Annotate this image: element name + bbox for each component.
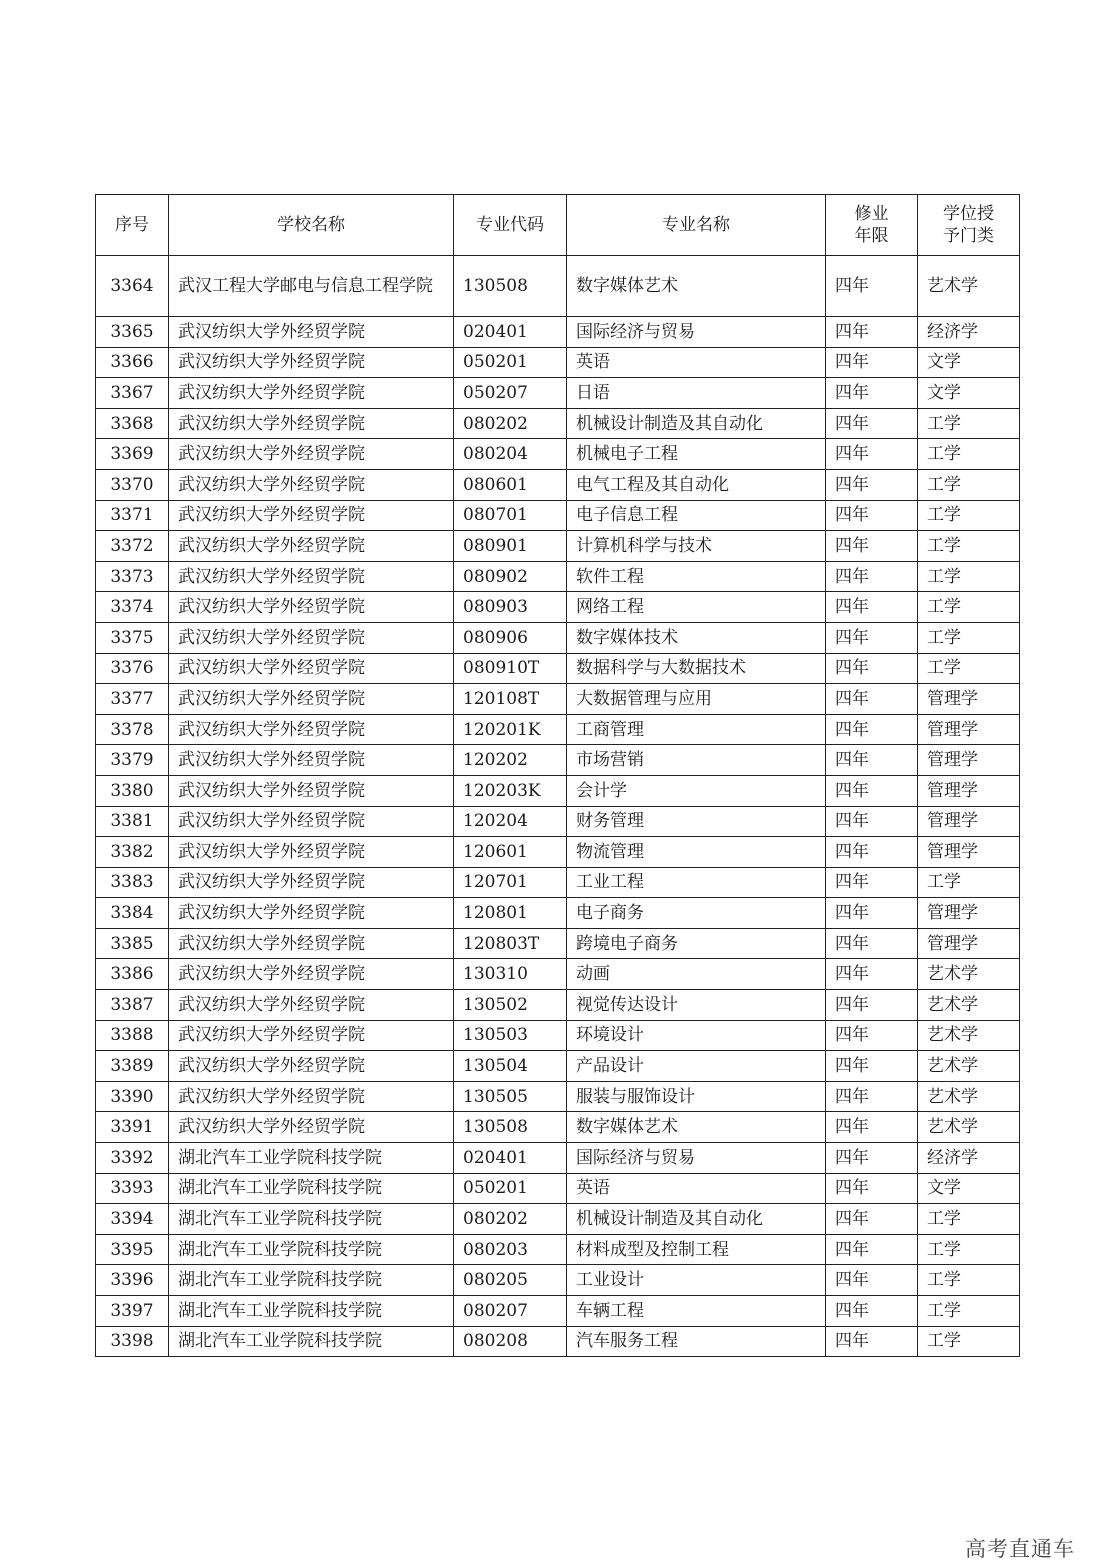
cell-code: 130310 — [454, 959, 567, 990]
cell-school: 武汉纺织大学外经贸学院 — [169, 531, 454, 562]
cell-code: 130505 — [454, 1081, 567, 1112]
cell-major: 数字媒体艺术 — [567, 1112, 826, 1143]
cell-major: 财务管理 — [567, 806, 826, 837]
cell-school: 武汉纺织大学外经贸学院 — [169, 959, 454, 990]
cell-degree: 工学 — [918, 1265, 1020, 1296]
cell-no: 3386 — [96, 959, 169, 990]
cell-code: 120201K — [454, 714, 567, 745]
cell-years: 四年 — [826, 408, 918, 439]
cell-code: 020401 — [454, 1143, 567, 1174]
cell-degree: 管理学 — [918, 775, 1020, 806]
cell-no: 3385 — [96, 928, 169, 959]
cell-school: 武汉纺织大学外经贸学院 — [169, 378, 454, 409]
cell-degree: 经济学 — [918, 1143, 1020, 1174]
cell-code: 080903 — [454, 592, 567, 623]
cell-years: 四年 — [826, 867, 918, 898]
cell-no: 3366 — [96, 347, 169, 378]
cell-major: 动画 — [567, 959, 826, 990]
cell-school: 武汉纺织大学外经贸学院 — [169, 653, 454, 684]
cell-years: 四年 — [826, 622, 918, 653]
header-no: 序号 — [96, 195, 169, 256]
cell-major: 网络工程 — [567, 592, 826, 623]
cell-no: 3382 — [96, 837, 169, 868]
cell-years: 四年 — [826, 1051, 918, 1082]
cell-no: 3378 — [96, 714, 169, 745]
cell-school: 武汉纺织大学外经贸学院 — [169, 1112, 454, 1143]
cell-code: 130503 — [454, 1020, 567, 1051]
cell-code: 120203K — [454, 775, 567, 806]
cell-degree: 工学 — [918, 408, 1020, 439]
cell-no: 3392 — [96, 1143, 169, 1174]
cell-major: 市场营销 — [567, 745, 826, 776]
cell-no: 3368 — [96, 408, 169, 439]
table-row — [96, 898, 1020, 929]
cell-major: 车辆工程 — [567, 1296, 826, 1327]
cell-school: 湖北汽车工业学院科技学院 — [169, 1204, 454, 1235]
cell-code: 080902 — [454, 561, 567, 592]
cell-years: 四年 — [826, 531, 918, 562]
cell-years: 四年 — [826, 1081, 918, 1112]
cell-school: 湖北汽车工业学院科技学院 — [169, 1326, 454, 1357]
cell-no: 3364 — [96, 256, 169, 317]
table-row — [96, 1020, 1020, 1051]
table-row — [96, 317, 1020, 348]
cell-degree: 管理学 — [918, 837, 1020, 868]
cell-major: 英语 — [567, 1173, 826, 1204]
cell-no: 3390 — [96, 1081, 169, 1112]
cell-major: 国际经济与贸易 — [567, 317, 826, 348]
table-row — [96, 1143, 1020, 1174]
cell-code: 080906 — [454, 622, 567, 653]
cell-no: 3370 — [96, 469, 169, 500]
cell-code: 120803T — [454, 928, 567, 959]
cell-no: 3374 — [96, 592, 169, 623]
cell-school: 武汉纺织大学外经贸学院 — [169, 1051, 454, 1082]
cell-years: 四年 — [826, 1143, 918, 1174]
table-row — [96, 653, 1020, 684]
cell-no: 3391 — [96, 1112, 169, 1143]
cell-school: 武汉纺织大学外经贸学院 — [169, 561, 454, 592]
cell-major: 工业工程 — [567, 867, 826, 898]
cell-major: 服装与服饰设计 — [567, 1081, 826, 1112]
cell-code: 120801 — [454, 898, 567, 929]
cell-no: 3379 — [96, 745, 169, 776]
cell-code: 080204 — [454, 439, 567, 470]
table-row — [96, 347, 1020, 378]
cell-code: 120601 — [454, 837, 567, 868]
cell-major: 工业设计 — [567, 1265, 826, 1296]
cell-years: 四年 — [826, 714, 918, 745]
cell-code: 120108T — [454, 684, 567, 715]
cell-school: 武汉纺织大学外经贸学院 — [169, 775, 454, 806]
cell-no: 3383 — [96, 867, 169, 898]
cell-school: 武汉纺织大学外经贸学院 — [169, 806, 454, 837]
majors-table-container — [95, 194, 1019, 1357]
cell-degree: 艺术学 — [918, 256, 1020, 317]
cell-major: 材料成型及控制工程 — [567, 1234, 826, 1265]
cell-degree: 工学 — [918, 561, 1020, 592]
cell-major: 机械电子工程 — [567, 439, 826, 470]
majors-table — [95, 194, 1020, 1357]
header-school: 学校名称 — [169, 195, 454, 256]
cell-years: 四年 — [826, 990, 918, 1021]
cell-major: 产品设计 — [567, 1051, 826, 1082]
cell-school: 武汉纺织大学外经贸学院 — [169, 500, 454, 531]
cell-school: 武汉纺织大学外经贸学院 — [169, 317, 454, 348]
cell-no: 3377 — [96, 684, 169, 715]
table-row — [96, 684, 1020, 715]
table-row — [96, 867, 1020, 898]
cell-no: 3398 — [96, 1326, 169, 1357]
cell-years: 四年 — [826, 1204, 918, 1235]
cell-degree: 工学 — [918, 1326, 1020, 1357]
cell-school: 武汉纺织大学外经贸学院 — [169, 408, 454, 439]
table-row — [96, 1051, 1020, 1082]
cell-major: 英语 — [567, 347, 826, 378]
cell-degree: 工学 — [918, 1234, 1020, 1265]
cell-degree: 管理学 — [918, 928, 1020, 959]
header-code: 专业代码 — [454, 195, 567, 256]
cell-school: 湖北汽车工业学院科技学院 — [169, 1296, 454, 1327]
cell-code: 130504 — [454, 1051, 567, 1082]
cell-degree: 管理学 — [918, 898, 1020, 929]
cell-no: 3393 — [96, 1173, 169, 1204]
table-row — [96, 256, 1020, 317]
cell-school: 武汉纺织大学外经贸学院 — [169, 622, 454, 653]
cell-degree: 艺术学 — [918, 990, 1020, 1021]
cell-years: 四年 — [826, 898, 918, 929]
table-row — [96, 500, 1020, 531]
cell-school: 武汉纺织大学外经贸学院 — [169, 684, 454, 715]
cell-years: 四年 — [826, 1234, 918, 1265]
cell-major: 大数据管理与应用 — [567, 684, 826, 715]
header-major: 专业名称 — [567, 195, 826, 256]
cell-years: 四年 — [826, 1296, 918, 1327]
cell-degree: 艺术学 — [918, 1051, 1020, 1082]
table-row — [96, 990, 1020, 1021]
cell-degree: 文学 — [918, 1173, 1020, 1204]
cell-code: 130508 — [454, 1112, 567, 1143]
cell-code: 130502 — [454, 990, 567, 1021]
cell-degree: 工学 — [918, 1204, 1020, 1235]
cell-school: 武汉纺织大学外经贸学院 — [169, 347, 454, 378]
cell-no: 3367 — [96, 378, 169, 409]
cell-degree: 工学 — [918, 1296, 1020, 1327]
cell-school: 武汉纺织大学外经贸学院 — [169, 898, 454, 929]
cell-years: 四年 — [826, 1326, 918, 1357]
table-row — [96, 1112, 1020, 1143]
cell-degree: 工学 — [918, 622, 1020, 653]
cell-degree: 艺术学 — [918, 959, 1020, 990]
cell-school: 武汉纺织大学外经贸学院 — [169, 837, 454, 868]
cell-no: 3388 — [96, 1020, 169, 1051]
cell-major: 电子信息工程 — [567, 500, 826, 531]
table-row — [96, 745, 1020, 776]
cell-years: 四年 — [826, 684, 918, 715]
cell-years: 四年 — [826, 837, 918, 868]
cell-no: 3365 — [96, 317, 169, 348]
cell-major: 电子商务 — [567, 898, 826, 929]
cell-years: 四年 — [826, 592, 918, 623]
cell-code: 120701 — [454, 867, 567, 898]
cell-years: 四年 — [826, 347, 918, 378]
cell-school: 武汉纺织大学外经贸学院 — [169, 592, 454, 623]
cell-years: 四年 — [826, 317, 918, 348]
cell-school: 武汉纺织大学外经贸学院 — [169, 928, 454, 959]
cell-years: 四年 — [826, 1020, 918, 1051]
cell-code: 050201 — [454, 1173, 567, 1204]
table-row — [96, 928, 1020, 959]
cell-years: 四年 — [826, 928, 918, 959]
cell-years: 四年 — [826, 775, 918, 806]
cell-code: 080205 — [454, 1265, 567, 1296]
cell-major: 计算机科学与技术 — [567, 531, 826, 562]
cell-degree: 工学 — [918, 531, 1020, 562]
watermark-text: 高考直通车 — [965, 1537, 1075, 1561]
cell-degree: 管理学 — [918, 684, 1020, 715]
cell-code: 080202 — [454, 1204, 567, 1235]
cell-major: 物流管理 — [567, 837, 826, 868]
cell-school: 武汉纺织大学外经贸学院 — [169, 469, 454, 500]
cell-no: 3369 — [96, 439, 169, 470]
cell-code: 080208 — [454, 1326, 567, 1357]
cell-no: 3371 — [96, 500, 169, 531]
table-body — [96, 256, 1020, 1357]
cell-code: 050207 — [454, 378, 567, 409]
cell-years: 四年 — [826, 256, 918, 317]
cell-major: 机械设计制造及其自动化 — [567, 408, 826, 439]
cell-no: 3376 — [96, 653, 169, 684]
cell-no: 3397 — [96, 1296, 169, 1327]
cell-years: 四年 — [826, 745, 918, 776]
cell-no: 3389 — [96, 1051, 169, 1082]
cell-degree: 工学 — [918, 469, 1020, 500]
table-row — [96, 1265, 1020, 1296]
cell-years: 四年 — [826, 1173, 918, 1204]
cell-years: 四年 — [826, 500, 918, 531]
cell-years: 四年 — [826, 378, 918, 409]
cell-no: 3373 — [96, 561, 169, 592]
cell-years: 四年 — [826, 1265, 918, 1296]
table-row — [96, 959, 1020, 990]
cell-school: 湖北汽车工业学院科技学院 — [169, 1173, 454, 1204]
cell-degree: 工学 — [918, 500, 1020, 531]
cell-degree: 艺术学 — [918, 1020, 1020, 1051]
cell-school: 湖北汽车工业学院科技学院 — [169, 1265, 454, 1296]
cell-major: 国际经济与贸易 — [567, 1143, 826, 1174]
table-row — [96, 714, 1020, 745]
cell-degree: 工学 — [918, 867, 1020, 898]
cell-no: 3396 — [96, 1265, 169, 1296]
table-row — [96, 806, 1020, 837]
cell-school: 武汉工程大学邮电与信息工程学院 — [169, 256, 454, 317]
cell-school: 湖北汽车工业学院科技学院 — [169, 1234, 454, 1265]
cell-major: 工商管理 — [567, 714, 826, 745]
cell-no: 3384 — [96, 898, 169, 929]
cell-no: 3372 — [96, 531, 169, 562]
cell-major: 汽车服务工程 — [567, 1326, 826, 1357]
table-row — [96, 1326, 1020, 1357]
table-row — [96, 531, 1020, 562]
cell-years: 四年 — [826, 561, 918, 592]
cell-major: 日语 — [567, 378, 826, 409]
cell-code: 080207 — [454, 1296, 567, 1327]
table-row — [96, 592, 1020, 623]
cell-code: 020401 — [454, 317, 567, 348]
cell-major: 环境设计 — [567, 1020, 826, 1051]
cell-degree: 工学 — [918, 653, 1020, 684]
cell-years: 四年 — [826, 1112, 918, 1143]
table-row — [96, 1204, 1020, 1235]
cell-school: 武汉纺织大学外经贸学院 — [169, 990, 454, 1021]
table-row — [96, 1296, 1020, 1327]
cell-school: 武汉纺织大学外经贸学院 — [169, 1081, 454, 1112]
table-row — [96, 622, 1020, 653]
cell-degree: 经济学 — [918, 317, 1020, 348]
cell-major: 视觉传达设计 — [567, 990, 826, 1021]
table-row — [96, 408, 1020, 439]
cell-major: 机械设计制造及其自动化 — [567, 1204, 826, 1235]
table-row — [96, 775, 1020, 806]
cell-major: 数字媒体技术 — [567, 622, 826, 653]
cell-years: 四年 — [826, 469, 918, 500]
cell-code: 080910T — [454, 653, 567, 684]
cell-degree: 文学 — [918, 378, 1020, 409]
cell-degree: 艺术学 — [918, 1081, 1020, 1112]
cell-no: 3381 — [96, 806, 169, 837]
cell-no: 3375 — [96, 622, 169, 653]
table-row — [96, 561, 1020, 592]
cell-school: 武汉纺织大学外经贸学院 — [169, 745, 454, 776]
cell-major: 会计学 — [567, 775, 826, 806]
cell-school: 武汉纺织大学外经贸学院 — [169, 1020, 454, 1051]
cell-school: 武汉纺织大学外经贸学院 — [169, 439, 454, 470]
cell-degree: 管理学 — [918, 745, 1020, 776]
cell-code: 080701 — [454, 500, 567, 531]
cell-code: 080601 — [454, 469, 567, 500]
cell-major: 数据科学与大数据技术 — [567, 653, 826, 684]
cell-degree: 文学 — [918, 347, 1020, 378]
cell-school: 湖北汽车工业学院科技学院 — [169, 1143, 454, 1174]
cell-code: 080203 — [454, 1234, 567, 1265]
cell-degree: 艺术学 — [918, 1112, 1020, 1143]
cell-code: 120204 — [454, 806, 567, 837]
cell-years: 四年 — [826, 439, 918, 470]
cell-no: 3394 — [96, 1204, 169, 1235]
cell-no: 3380 — [96, 775, 169, 806]
table-header-row — [96, 195, 1020, 256]
cell-code: 080202 — [454, 408, 567, 439]
cell-school: 武汉纺织大学外经贸学院 — [169, 867, 454, 898]
cell-degree: 管理学 — [918, 714, 1020, 745]
cell-major: 软件工程 — [567, 561, 826, 592]
cell-code: 080901 — [454, 531, 567, 562]
cell-years: 四年 — [826, 959, 918, 990]
cell-years: 四年 — [826, 653, 918, 684]
cell-degree: 工学 — [918, 592, 1020, 623]
cell-code: 130508 — [454, 256, 567, 317]
table-row — [96, 439, 1020, 470]
cell-major: 数字媒体艺术 — [567, 256, 826, 317]
table-row — [96, 1081, 1020, 1112]
header-years: 修业年限 — [826, 195, 918, 256]
table-row — [96, 378, 1020, 409]
cell-major: 跨境电子商务 — [567, 928, 826, 959]
cell-code: 120202 — [454, 745, 567, 776]
cell-major: 电气工程及其自动化 — [567, 469, 826, 500]
table-row — [96, 469, 1020, 500]
cell-no: 3395 — [96, 1234, 169, 1265]
table-row — [96, 1173, 1020, 1204]
cell-degree: 工学 — [918, 439, 1020, 470]
cell-degree: 管理学 — [918, 806, 1020, 837]
cell-no: 3387 — [96, 990, 169, 1021]
cell-years: 四年 — [826, 806, 918, 837]
table-row — [96, 837, 1020, 868]
table-row — [96, 1234, 1020, 1265]
header-degree: 学位授予门类 — [918, 195, 1020, 256]
cell-code: 050201 — [454, 347, 567, 378]
cell-school: 武汉纺织大学外经贸学院 — [169, 714, 454, 745]
